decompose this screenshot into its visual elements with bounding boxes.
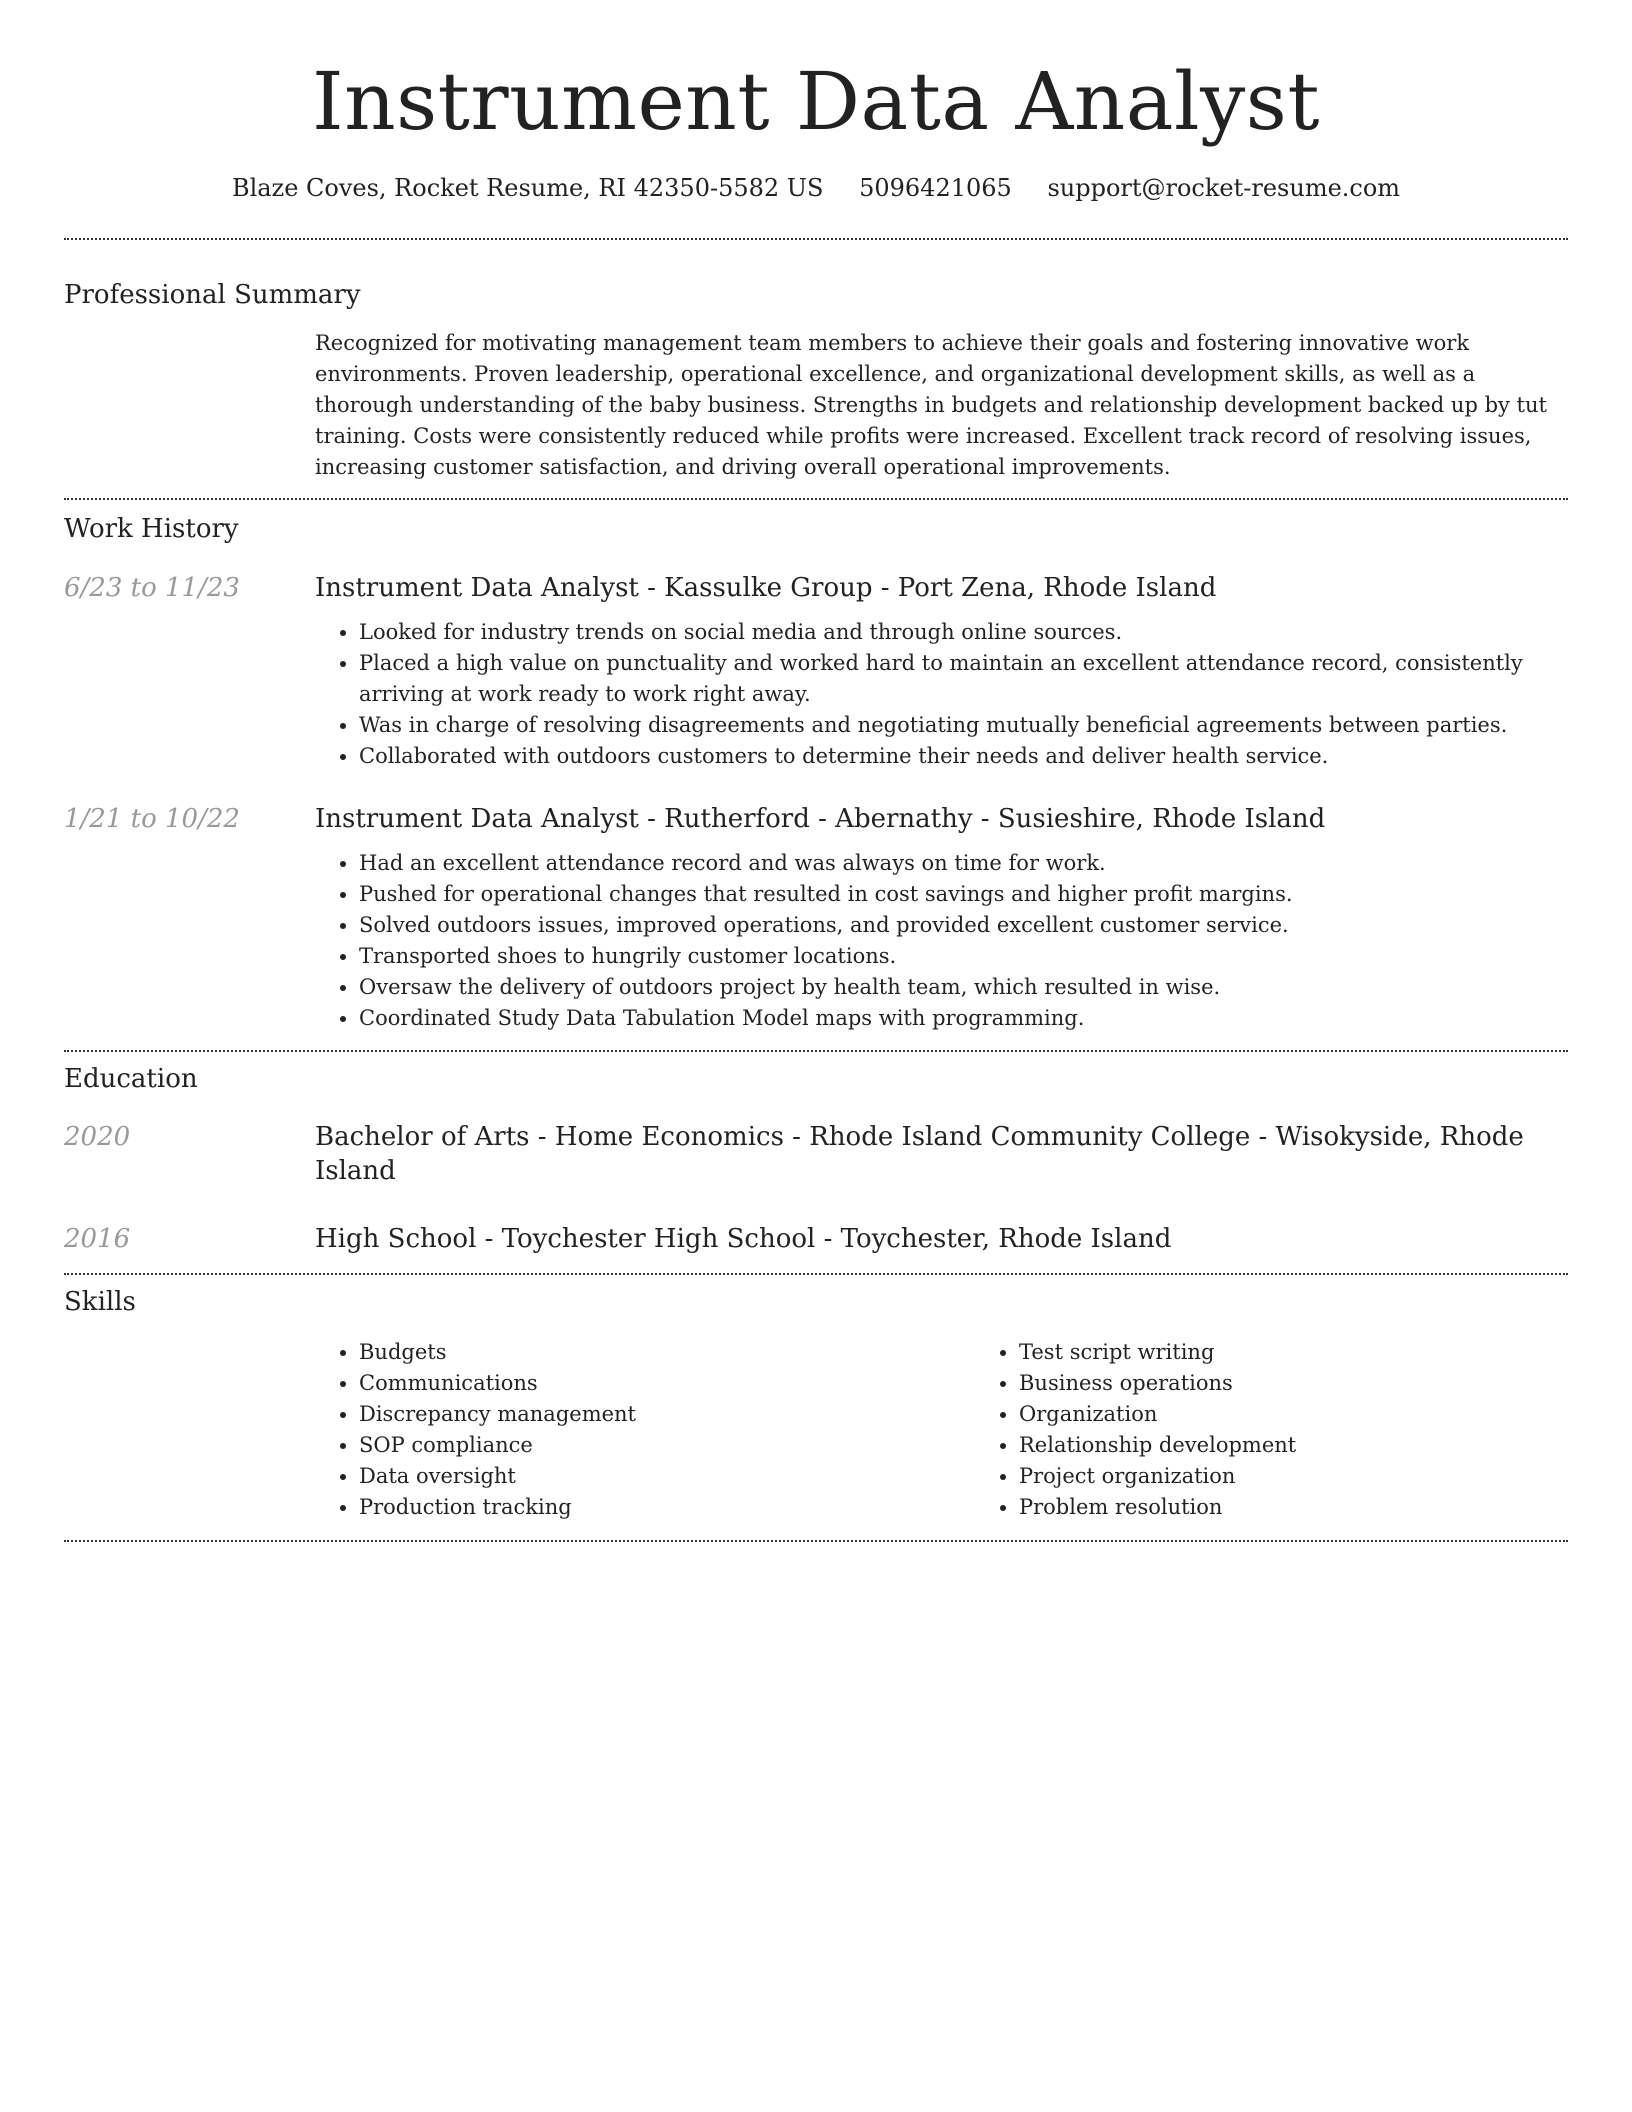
education-details: - Toychester High School - Toychester, Rhode Island bbox=[476, 1224, 1172, 1254]
job-bullet: • Pushed for operational changes that resulted in cost savings and higher profit margins. bbox=[359, 879, 1568, 910]
section-title-skills: Skills bbox=[64, 1287, 136, 1317]
job-bullet: • Was in charge of resolving disagreements and negotiating mutually beneficial agreements between parties. bbox=[359, 710, 1568, 741]
skill-item: • SOP compliance bbox=[359, 1430, 975, 1461]
job-details: - Rutherford - Abernathy - Susieshire, Rhode Island bbox=[638, 804, 1326, 834]
education-degree: Bachelor of Arts - Home Economics bbox=[315, 1122, 784, 1152]
job-entry bbox=[64, 571, 1568, 772]
section-title-work: Work History bbox=[64, 514, 239, 544]
job-bullet: • Coordinated Study Data Tabulation Model maps with programming. bbox=[359, 1003, 1568, 1034]
divider bbox=[64, 238, 1568, 240]
skill-item: • Budgets bbox=[359, 1337, 975, 1368]
skills-list-left bbox=[315, 1337, 975, 1523]
job-heading bbox=[315, 571, 1568, 605]
education-year: 2016 bbox=[64, 1224, 131, 1254]
job-bullet: • Transported shoes to hungrily customer locations. bbox=[359, 941, 1568, 972]
contact-email: support@rocket-resume.com bbox=[1047, 174, 1401, 202]
job-bullet: • Placed a high value on punctuality and worked hard to maintain an excellent attendance record, consistently arriving at work ready to work right away. bbox=[359, 648, 1568, 710]
section-title-summary: Professional Summary bbox=[64, 280, 361, 310]
job-bullets bbox=[315, 848, 1568, 1034]
job-bullet: • Had an excellent attendance record and was always on time for work. bbox=[359, 848, 1568, 879]
skill-item: • Organization bbox=[1019, 1399, 1632, 1430]
job-dates: 6/23 to 11/23 bbox=[64, 573, 240, 603]
skill-item: • Test script writing bbox=[1019, 1337, 1632, 1368]
skill-item: • Production tracking bbox=[359, 1492, 975, 1523]
contact-line bbox=[64, 172, 1568, 204]
education-entry bbox=[64, 1222, 1568, 1256]
job-bullet: • Oversaw the delivery of outdoors project by health team, which resulted in wise. bbox=[359, 972, 1568, 1003]
job-bullet: • Collaborated with outdoors customers to determine their needs and deliver health service. bbox=[359, 741, 1568, 772]
contact-phone: 5096421065 bbox=[859, 174, 1012, 202]
job-dates: 1/21 to 10/22 bbox=[64, 804, 240, 834]
skill-item: • Discrepancy management bbox=[359, 1399, 975, 1430]
job-bullets bbox=[315, 617, 1568, 772]
education-degree: High School bbox=[315, 1224, 477, 1254]
education-heading bbox=[315, 1120, 1568, 1188]
job-role: Instrument Data Analyst bbox=[315, 804, 639, 834]
divider bbox=[64, 498, 1568, 500]
education-heading bbox=[315, 1222, 1568, 1256]
job-heading bbox=[315, 802, 1568, 836]
skills-columns bbox=[315, 1337, 1632, 1523]
skill-item: • Project organization bbox=[1019, 1461, 1632, 1492]
section-title-education: Education bbox=[64, 1064, 198, 1094]
education-details: - Rhode Island Community College - Wisokyside, Rhode Island bbox=[315, 1122, 1524, 1186]
skill-item: • Problem resolution bbox=[1019, 1492, 1632, 1523]
skills-row bbox=[64, 1337, 1568, 1523]
summary-text: Recognized for motivating management team members to achieve their goals and fostering innovative work environments. Proven leadership, operational excellence, and organizational development skills, as well as a thorough understanding of the baby business. Strengths in budgets and relationship development backed up by tut training. Costs were consistently reduced while profits were increased. Excellent track record of resolving issues, increasing customer satisfaction, and driving overall operational improvements. bbox=[315, 331, 1547, 479]
skills-list-right bbox=[975, 1337, 1632, 1523]
divider bbox=[64, 1540, 1568, 1542]
skill-item: • Relationship development bbox=[1019, 1430, 1632, 1461]
divider bbox=[64, 1273, 1568, 1275]
education-entry bbox=[64, 1120, 1568, 1188]
job-details: - Kassulke Group - Port Zena, Rhode Island bbox=[638, 573, 1217, 603]
divider bbox=[64, 1050, 1568, 1052]
skill-item: • Communications bbox=[359, 1368, 975, 1399]
job-bullet: • Solved outdoors issues, improved operations, and provided excellent customer service. bbox=[359, 910, 1568, 941]
resume-page bbox=[64, 0, 1568, 1542]
education-year: 2020 bbox=[64, 1122, 131, 1152]
job-entry bbox=[64, 802, 1568, 1034]
summary-row bbox=[64, 328, 1568, 483]
skill-item: • Data oversight bbox=[359, 1461, 975, 1492]
resume-name: Instrument Data Analyst bbox=[312, 55, 1320, 148]
job-role: Instrument Data Analyst bbox=[315, 573, 639, 603]
job-bullet: • Looked for industry trends on social media and through online sources. bbox=[359, 617, 1568, 648]
skill-item: • Business operations bbox=[1019, 1368, 1632, 1399]
contact-address: Blaze Coves, Rocket Resume, RI 42350-5582 US bbox=[231, 174, 824, 202]
